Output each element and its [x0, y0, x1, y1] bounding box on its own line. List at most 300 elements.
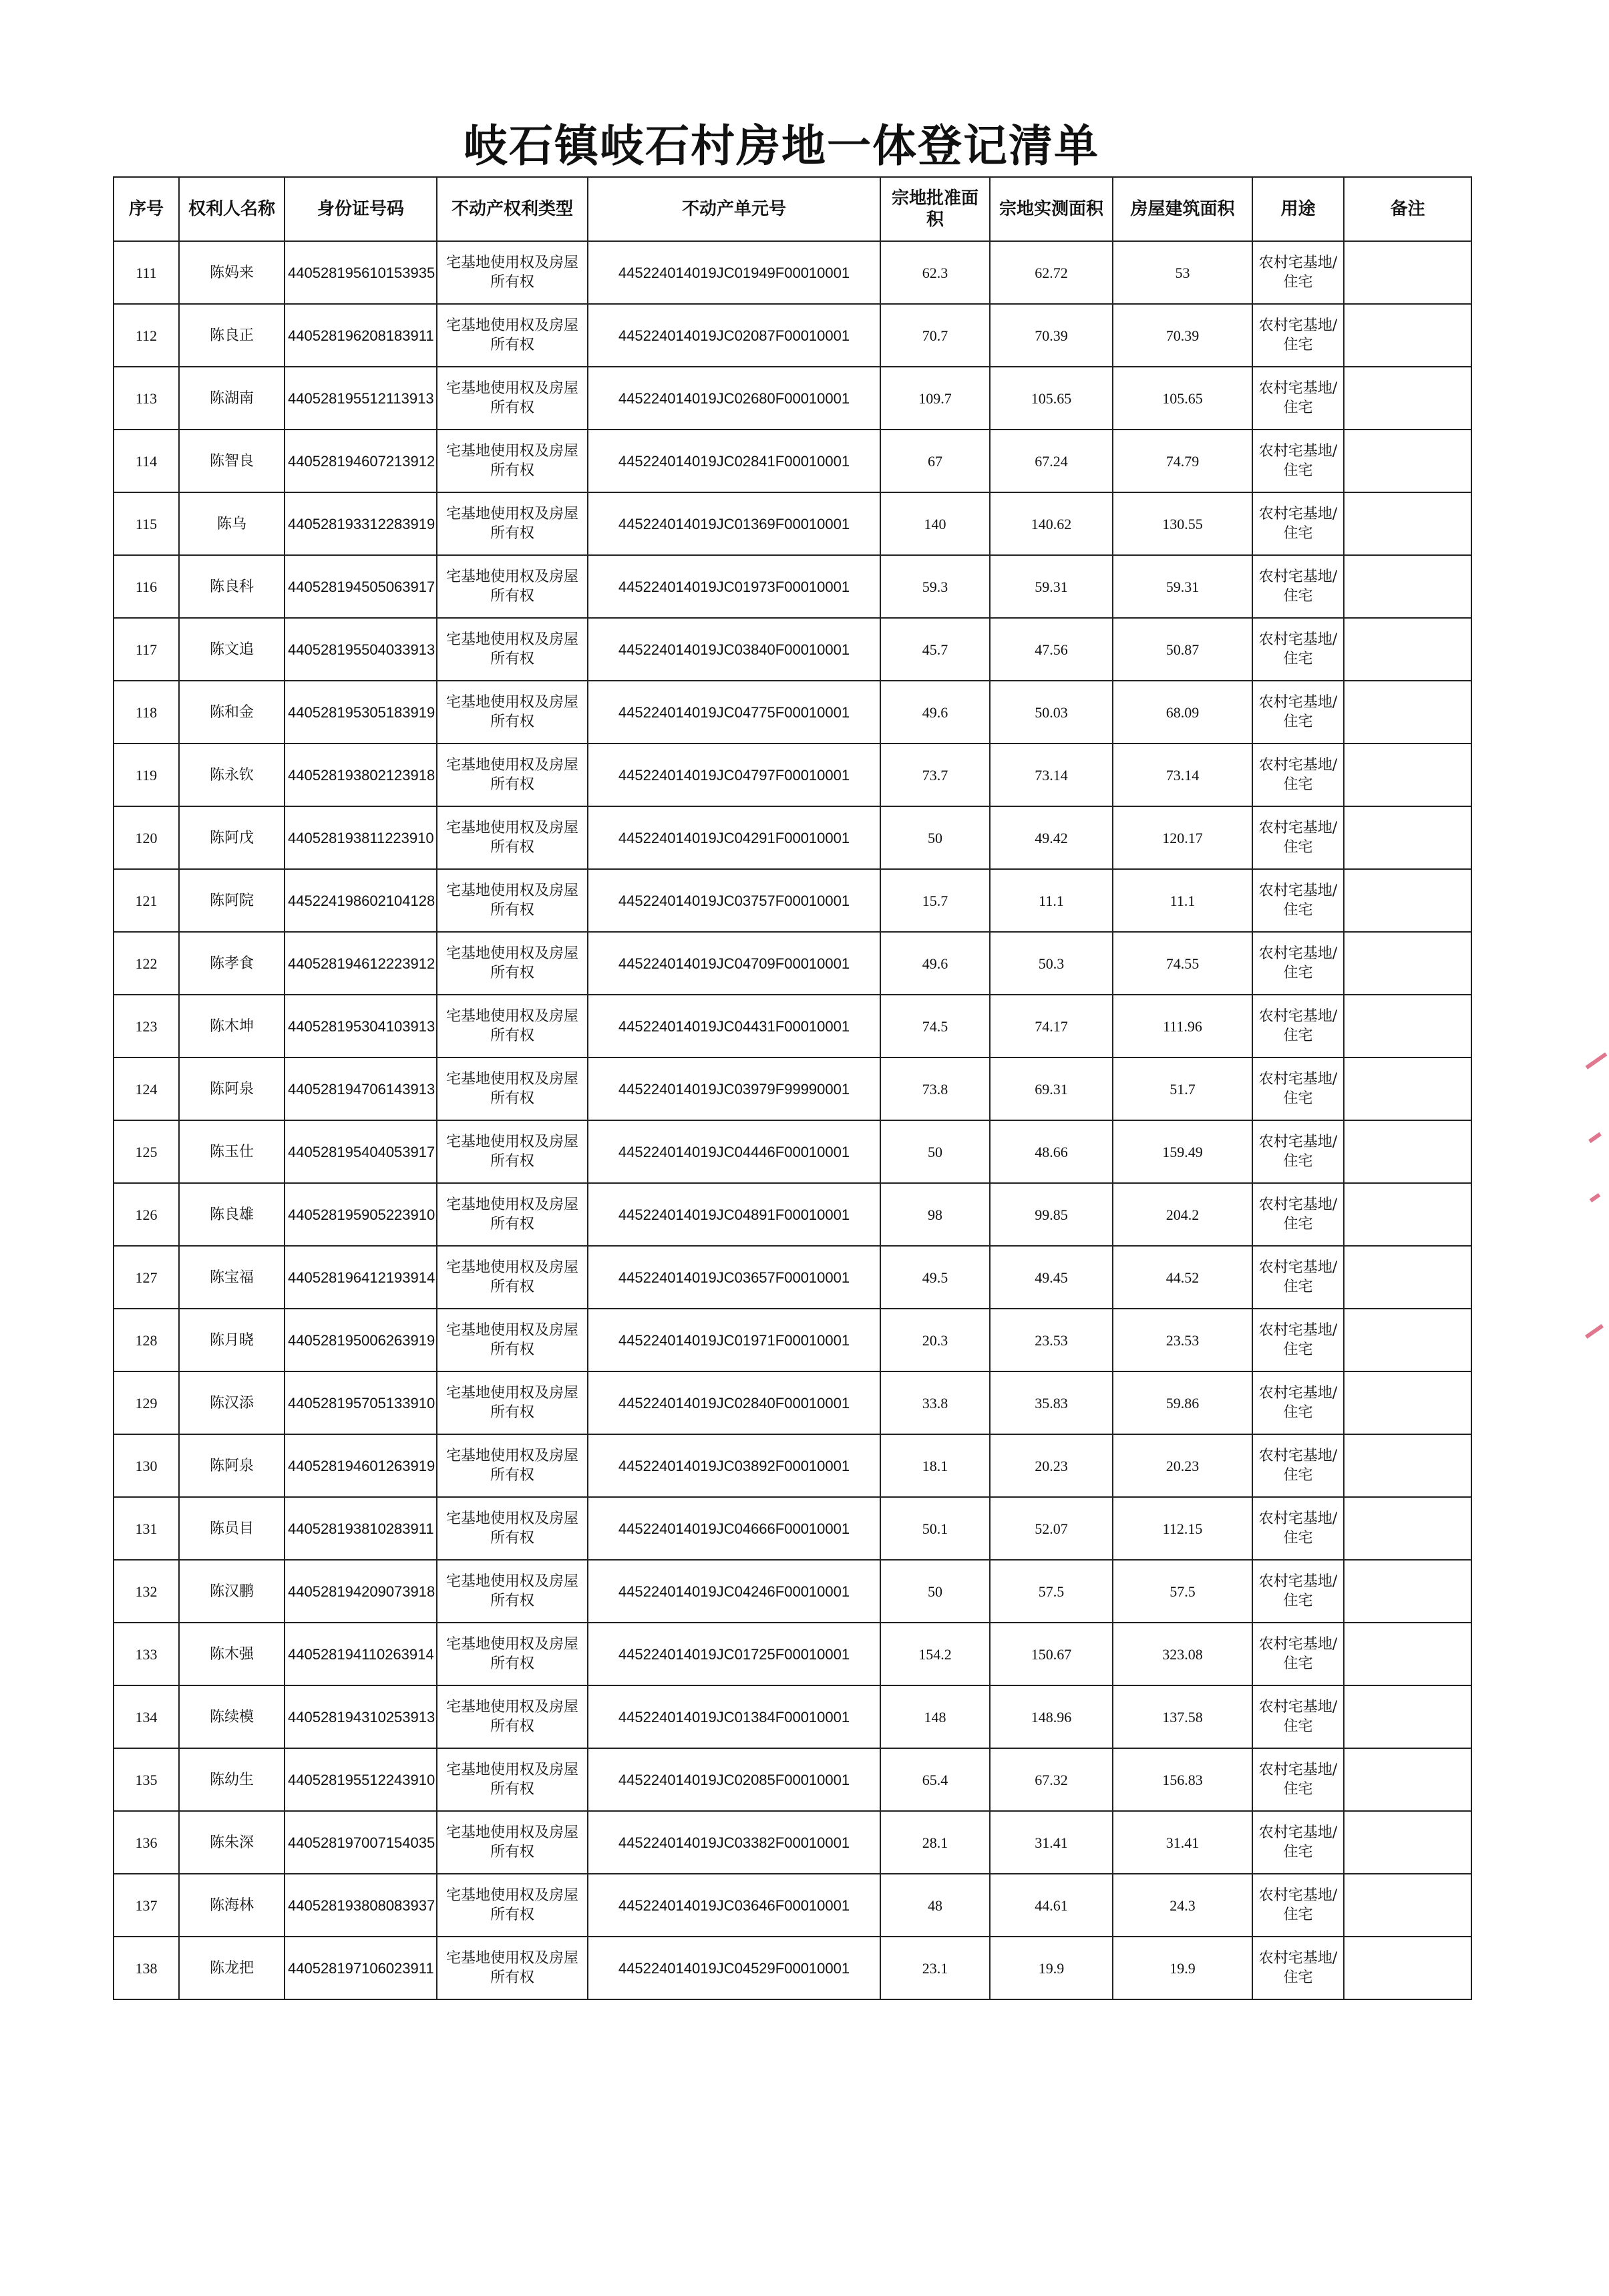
cell-id: 440528193808083937	[285, 1874, 437, 1937]
table-row	[114, 1057, 1471, 1120]
cell-unit: 445224014019JC04666F00010001	[588, 1497, 880, 1560]
cell-building: 73.14	[1113, 744, 1252, 806]
cell-measured: 49.45	[990, 1246, 1113, 1309]
cell-measured: 148.96	[990, 1685, 1113, 1748]
cell-no: 117	[114, 618, 179, 681]
table-row	[114, 1811, 1471, 1874]
cell-no: 127	[114, 1246, 179, 1309]
cell-measured: 44.61	[990, 1874, 1113, 1937]
cell-use: 农村宅基地/住宅	[1252, 869, 1344, 932]
cell-no: 125	[114, 1120, 179, 1183]
cell-id: 440528195006263919	[285, 1309, 437, 1371]
cell-unit: 445224014019JC03757F00010001	[588, 869, 880, 932]
cell-building: 24.3	[1113, 1874, 1252, 1937]
cell-id: 440528195610153935	[285, 241, 437, 304]
cell-name: 陈玉仕	[179, 1120, 285, 1183]
cell-note	[1344, 1560, 1471, 1623]
cell-building: 19.9	[1113, 1937, 1252, 1999]
cell-note	[1344, 304, 1471, 367]
cell-type: 宅基地使用权及房屋所有权	[437, 1685, 588, 1748]
cell-measured: 57.5	[990, 1560, 1113, 1623]
cell-building: 44.52	[1113, 1246, 1252, 1309]
cell-building: 323.08	[1113, 1623, 1252, 1685]
cell-no: 112	[114, 304, 179, 367]
cell-name: 陈良正	[179, 304, 285, 367]
cell-approved: 23.1	[880, 1937, 990, 1999]
cell-approved: 65.4	[880, 1748, 990, 1811]
table-row	[114, 1434, 1471, 1497]
cell-use: 农村宅基地/住宅	[1252, 806, 1344, 869]
cell-use: 农村宅基地/住宅	[1252, 1623, 1344, 1685]
cell-name: 陈文追	[179, 618, 285, 681]
cell-approved: 49.6	[880, 681, 990, 744]
cell-type: 宅基地使用权及房屋所有权	[437, 618, 588, 681]
cell-unit: 445224014019JC04797F00010001	[588, 744, 880, 806]
cell-no: 124	[114, 1057, 179, 1120]
cell-name: 陈木强	[179, 1623, 285, 1685]
cell-note	[1344, 869, 1471, 932]
cell-building: 120.17	[1113, 806, 1252, 869]
cell-name: 陈和金	[179, 681, 285, 744]
cell-measured: 67.24	[990, 430, 1113, 492]
table-row	[114, 1371, 1471, 1434]
cell-name: 陈阿戊	[179, 806, 285, 869]
cell-id: 440528195404053917	[285, 1120, 437, 1183]
cell-use: 农村宅基地/住宅	[1252, 367, 1344, 430]
table-row	[114, 618, 1471, 681]
table-row	[114, 1560, 1471, 1623]
cell-id: 440528197106023911	[285, 1937, 437, 1999]
stamp-mark	[1590, 1193, 1601, 1202]
cell-no: 136	[114, 1811, 179, 1874]
cell-note	[1344, 1183, 1471, 1246]
cell-approved: 67	[880, 430, 990, 492]
cell-id: 440528196412193914	[285, 1246, 437, 1309]
cell-use: 农村宅基地/住宅	[1252, 1497, 1344, 1560]
cell-type: 宅基地使用权及房屋所有权	[437, 304, 588, 367]
cell-approved: 50	[880, 1120, 990, 1183]
cell-note	[1344, 241, 1471, 304]
table-row	[114, 681, 1471, 744]
cell-name: 陈智良	[179, 430, 285, 492]
cell-note	[1344, 932, 1471, 995]
cell-building: 68.09	[1113, 681, 1252, 744]
cell-id: 440528195905223910	[285, 1183, 437, 1246]
cell-unit: 445224014019JC01973F00010001	[588, 555, 880, 618]
cell-name: 陈阿院	[179, 869, 285, 932]
cell-name: 陈阿泉	[179, 1057, 285, 1120]
cell-approved: 28.1	[880, 1811, 990, 1874]
cell-note	[1344, 1120, 1471, 1183]
cell-measured: 70.39	[990, 304, 1113, 367]
cell-type: 宅基地使用权及房屋所有权	[437, 1371, 588, 1434]
cell-unit: 445224014019JC01949F00010001	[588, 241, 880, 304]
cell-type: 宅基地使用权及房屋所有权	[437, 367, 588, 430]
cell-measured: 11.1	[990, 869, 1113, 932]
cell-name: 陈海林	[179, 1874, 285, 1937]
cell-use: 农村宅基地/住宅	[1252, 1309, 1344, 1371]
cell-name: 陈汉添	[179, 1371, 285, 1434]
cell-no: 123	[114, 995, 179, 1057]
cell-no: 137	[114, 1874, 179, 1937]
cell-name: 陈阿泉	[179, 1434, 285, 1497]
page-title: 岐石镇岐石村房地一体登记清单	[464, 120, 1099, 172]
cell-use: 农村宅基地/住宅	[1252, 618, 1344, 681]
cell-type: 宅基地使用权及房屋所有权	[437, 1748, 588, 1811]
cell-use: 农村宅基地/住宅	[1252, 1874, 1344, 1937]
cell-approved: 20.3	[880, 1309, 990, 1371]
cell-no: 132	[114, 1560, 179, 1623]
cell-no: 126	[114, 1183, 179, 1246]
table-row	[114, 869, 1471, 932]
cell-note	[1344, 1057, 1471, 1120]
cell-approved: 59.3	[880, 555, 990, 618]
cell-measured: 19.9	[990, 1937, 1113, 1999]
cell-building: 20.23	[1113, 1434, 1252, 1497]
cell-measured: 49.42	[990, 806, 1113, 869]
cell-unit: 445224014019JC03840F00010001	[588, 618, 880, 681]
cell-approved: 50.1	[880, 1497, 990, 1560]
header-no: 序号	[114, 177, 179, 241]
cell-building: 204.2	[1113, 1183, 1252, 1246]
cell-note	[1344, 1309, 1471, 1371]
cell-name: 陈木坤	[179, 995, 285, 1057]
registration-table	[113, 176, 1472, 2000]
cell-approved: 62.3	[880, 241, 990, 304]
cell-use: 农村宅基地/住宅	[1252, 1937, 1344, 1999]
cell-no: 119	[114, 744, 179, 806]
cell-no: 114	[114, 430, 179, 492]
table-row	[114, 555, 1471, 618]
cell-name: 陈龙把	[179, 1937, 285, 1999]
cell-measured: 74.17	[990, 995, 1113, 1057]
cell-id: 440528194209073918	[285, 1560, 437, 1623]
cell-type: 宅基地使用权及房屋所有权	[437, 1057, 588, 1120]
cell-use: 农村宅基地/住宅	[1252, 932, 1344, 995]
cell-measured: 73.14	[990, 744, 1113, 806]
cell-building: 11.1	[1113, 869, 1252, 932]
cell-id: 440528195305183919	[285, 681, 437, 744]
cell-note	[1344, 1748, 1471, 1811]
cell-note	[1344, 618, 1471, 681]
cell-note	[1344, 1434, 1471, 1497]
header-note: 备注	[1344, 177, 1471, 241]
cell-note	[1344, 555, 1471, 618]
cell-unit: 445224014019JC04246F00010001	[588, 1560, 880, 1623]
cell-building: 57.5	[1113, 1560, 1252, 1623]
cell-note	[1344, 1371, 1471, 1434]
cell-no: 138	[114, 1937, 179, 1999]
cell-unit: 445224014019JC03979F99990001	[588, 1057, 880, 1120]
table-row	[114, 932, 1471, 995]
cell-unit: 445224014019JC02087F00010001	[588, 304, 880, 367]
cell-approved: 109.7	[880, 367, 990, 430]
cell-type: 宅基地使用权及房屋所有权	[437, 681, 588, 744]
cell-type: 宅基地使用权及房屋所有权	[437, 869, 588, 932]
cell-type: 宅基地使用权及房屋所有权	[437, 1309, 588, 1371]
cell-use: 农村宅基地/住宅	[1252, 1748, 1344, 1811]
header-type: 不动产权利类型	[437, 177, 588, 241]
cell-name: 陈月晓	[179, 1309, 285, 1371]
cell-type: 宅基地使用权及房屋所有权	[437, 932, 588, 995]
cell-unit: 445224014019JC01725F00010001	[588, 1623, 880, 1685]
cell-id: 440528193312283919	[285, 492, 437, 555]
cell-use: 农村宅基地/住宅	[1252, 1057, 1344, 1120]
cell-id: 440528194706143913	[285, 1057, 437, 1120]
table-row	[114, 304, 1471, 367]
table-row	[114, 806, 1471, 869]
cell-approved: 49.5	[880, 1246, 990, 1309]
table-row	[114, 1246, 1471, 1309]
cell-use: 农村宅基地/住宅	[1252, 1120, 1344, 1183]
cell-use: 农村宅基地/住宅	[1252, 995, 1344, 1057]
cell-note	[1344, 1497, 1471, 1560]
header-row	[114, 177, 1471, 241]
cell-use: 农村宅基地/住宅	[1252, 1560, 1344, 1623]
cell-name: 陈湖南	[179, 367, 285, 430]
cell-approved: 154.2	[880, 1623, 990, 1685]
cell-unit: 445224014019JC03382F00010001	[588, 1811, 880, 1874]
cell-use: 农村宅基地/住宅	[1252, 492, 1344, 555]
table-row	[114, 1623, 1471, 1685]
cell-note	[1344, 744, 1471, 806]
cell-name: 陈永钦	[179, 744, 285, 806]
header-use: 用途	[1252, 177, 1344, 241]
cell-type: 宅基地使用权及房屋所有权	[437, 555, 588, 618]
cell-type: 宅基地使用权及房屋所有权	[437, 806, 588, 869]
cell-use: 农村宅基地/住宅	[1252, 744, 1344, 806]
cell-note	[1344, 681, 1471, 744]
cell-use: 农村宅基地/住宅	[1252, 1246, 1344, 1309]
header-unit: 不动产单元号	[588, 177, 880, 241]
cell-building: 137.58	[1113, 1685, 1252, 1748]
cell-name: 陈幼生	[179, 1748, 285, 1811]
cell-no: 131	[114, 1497, 179, 1560]
cell-unit: 445224014019JC03646F00010001	[588, 1874, 880, 1937]
cell-type: 宅基地使用权及房屋所有权	[437, 1183, 588, 1246]
cell-unit: 445224014019JC01384F00010001	[588, 1685, 880, 1748]
cell-id: 440528195512243910	[285, 1748, 437, 1811]
cell-use: 农村宅基地/住宅	[1252, 304, 1344, 367]
table-row	[114, 1120, 1471, 1183]
cell-no: 118	[114, 681, 179, 744]
table-body	[114, 241, 1471, 1999]
cell-building: 51.7	[1113, 1057, 1252, 1120]
cell-approved: 48	[880, 1874, 990, 1937]
cell-name: 陈良科	[179, 555, 285, 618]
cell-id: 440528195705133910	[285, 1371, 437, 1434]
cell-name: 陈续模	[179, 1685, 285, 1748]
cell-note	[1344, 1685, 1471, 1748]
cell-note	[1344, 1937, 1471, 1999]
header-approved: 宗地批准面积	[880, 177, 990, 241]
cell-name: 陈汉鹏	[179, 1560, 285, 1623]
cell-measured: 47.56	[990, 618, 1113, 681]
stamp-mark	[1588, 1132, 1602, 1143]
cell-id: 440528193802123918	[285, 744, 437, 806]
cell-use: 农村宅基地/住宅	[1252, 555, 1344, 618]
cell-measured: 69.31	[990, 1057, 1113, 1120]
cell-unit: 445224014019JC04446F00010001	[588, 1120, 880, 1183]
cell-no: 116	[114, 555, 179, 618]
cell-measured: 150.67	[990, 1623, 1113, 1685]
cell-building: 74.55	[1113, 932, 1252, 995]
cell-id: 440528194601263919	[285, 1434, 437, 1497]
header-measured: 宗地实测面积	[990, 177, 1113, 241]
table-row	[114, 1685, 1471, 1748]
cell-id: 440528194505063917	[285, 555, 437, 618]
cell-note	[1344, 1246, 1471, 1309]
table-row	[114, 241, 1471, 304]
cell-approved: 50	[880, 806, 990, 869]
cell-building: 74.79	[1113, 430, 1252, 492]
cell-approved: 148	[880, 1685, 990, 1748]
cell-no: 113	[114, 367, 179, 430]
cell-type: 宅基地使用权及房屋所有权	[437, 1560, 588, 1623]
cell-name: 陈宝福	[179, 1246, 285, 1309]
cell-measured: 59.31	[990, 555, 1113, 618]
cell-building: 59.86	[1113, 1371, 1252, 1434]
cell-approved: 140	[880, 492, 990, 555]
cell-measured: 50.03	[990, 681, 1113, 744]
cell-note	[1344, 995, 1471, 1057]
cell-no: 128	[114, 1309, 179, 1371]
cell-type: 宅基地使用权及房屋所有权	[437, 1874, 588, 1937]
table-row	[114, 995, 1471, 1057]
cell-no: 115	[114, 492, 179, 555]
cell-note	[1344, 806, 1471, 869]
cell-note	[1344, 1623, 1471, 1685]
cell-no: 133	[114, 1623, 179, 1685]
table-row	[114, 1309, 1471, 1371]
cell-use: 农村宅基地/住宅	[1252, 1811, 1344, 1874]
cell-type: 宅基地使用权及房屋所有权	[437, 1497, 588, 1560]
cell-unit: 445224014019JC03892F00010001	[588, 1434, 880, 1497]
cell-unit: 445224014019JC02680F00010001	[588, 367, 880, 430]
cell-type: 宅基地使用权及房屋所有权	[437, 1811, 588, 1874]
cell-unit: 445224014019JC04291F00010001	[588, 806, 880, 869]
table-row	[114, 1183, 1471, 1246]
cell-note	[1344, 1874, 1471, 1937]
cell-id: 440528194612223912	[285, 932, 437, 995]
cell-building: 156.83	[1113, 1748, 1252, 1811]
cell-unit: 445224014019JC01971F00010001	[588, 1309, 880, 1371]
cell-measured: 140.62	[990, 492, 1113, 555]
cell-approved: 73.8	[880, 1057, 990, 1120]
cell-use: 农村宅基地/住宅	[1252, 241, 1344, 304]
cell-id: 440528193811223910	[285, 806, 437, 869]
cell-approved: 33.8	[880, 1371, 990, 1434]
cell-id: 440528194110263914	[285, 1623, 437, 1685]
cell-unit: 445224014019JC02085F00010001	[588, 1748, 880, 1811]
cell-name: 陈孝食	[179, 932, 285, 995]
cell-note	[1344, 492, 1471, 555]
cell-building: 50.87	[1113, 618, 1252, 681]
cell-measured: 23.53	[990, 1309, 1113, 1371]
cell-name: 陈妈来	[179, 241, 285, 304]
cell-unit: 445224014019JC04891F00010001	[588, 1183, 880, 1246]
cell-no: 122	[114, 932, 179, 995]
header-building: 房屋建筑面积	[1113, 177, 1252, 241]
cell-unit: 445224014019JC02841F00010001	[588, 430, 880, 492]
cell-unit: 445224014019JC04775F00010001	[588, 681, 880, 744]
cell-measured: 35.83	[990, 1371, 1113, 1434]
cell-building: 59.31	[1113, 555, 1252, 618]
cell-id: 440528194607213912	[285, 430, 437, 492]
cell-id: 440528193810283911	[285, 1497, 437, 1560]
stamp-mark	[1585, 1324, 1604, 1339]
cell-measured: 31.41	[990, 1811, 1113, 1874]
cell-unit: 445224014019JC01369F00010001	[588, 492, 880, 555]
cell-type: 宅基地使用权及房屋所有权	[437, 1623, 588, 1685]
cell-unit: 445224014019JC04431F00010001	[588, 995, 880, 1057]
table-row	[114, 1874, 1471, 1937]
table-row	[114, 492, 1471, 555]
cell-approved: 74.5	[880, 995, 990, 1057]
cell-approved: 70.7	[880, 304, 990, 367]
cell-type: 宅基地使用权及房屋所有权	[437, 1434, 588, 1497]
cell-type: 宅基地使用权及房屋所有权	[437, 1246, 588, 1309]
cell-type: 宅基地使用权及房屋所有权	[437, 744, 588, 806]
cell-id: 440528194310253913	[285, 1685, 437, 1748]
cell-building: 31.41	[1113, 1811, 1252, 1874]
cell-measured: 99.85	[990, 1183, 1113, 1246]
cell-measured: 67.32	[990, 1748, 1113, 1811]
cell-building: 70.39	[1113, 304, 1252, 367]
cell-approved: 73.7	[880, 744, 990, 806]
cell-unit: 445224014019JC04529F00010001	[588, 1937, 880, 1999]
cell-id: 445224198602104128	[285, 869, 437, 932]
cell-no: 129	[114, 1371, 179, 1434]
cell-id: 440528197007154035	[285, 1811, 437, 1874]
cell-type: 宅基地使用权及房屋所有权	[437, 492, 588, 555]
cell-id: 440528195504033913	[285, 618, 437, 681]
table-row	[114, 1937, 1471, 1999]
cell-measured: 105.65	[990, 367, 1113, 430]
cell-approved: 18.1	[880, 1434, 990, 1497]
cell-approved: 49.6	[880, 932, 990, 995]
cell-approved: 98	[880, 1183, 990, 1246]
cell-building: 53	[1113, 241, 1252, 304]
cell-building: 23.53	[1113, 1309, 1252, 1371]
cell-use: 农村宅基地/住宅	[1252, 1685, 1344, 1748]
cell-use: 农村宅基地/住宅	[1252, 430, 1344, 492]
cell-building: 111.96	[1113, 995, 1252, 1057]
table-row	[114, 744, 1471, 806]
cell-note	[1344, 1811, 1471, 1874]
cell-building: 112.15	[1113, 1497, 1252, 1560]
cell-name: 陈乌	[179, 492, 285, 555]
cell-no: 135	[114, 1748, 179, 1811]
cell-use: 农村宅基地/住宅	[1252, 681, 1344, 744]
cell-note	[1344, 367, 1471, 430]
cell-type: 宅基地使用权及房屋所有权	[437, 1937, 588, 1999]
cell-name: 陈良雄	[179, 1183, 285, 1246]
table-row	[114, 367, 1471, 430]
header-name: 权利人名称	[179, 177, 285, 241]
cell-no: 111	[114, 241, 179, 304]
cell-id: 440528196208183911	[285, 304, 437, 367]
cell-type: 宅基地使用权及房屋所有权	[437, 430, 588, 492]
cell-building: 159.49	[1113, 1120, 1252, 1183]
cell-id: 440528195304103913	[285, 995, 437, 1057]
cell-measured: 50.3	[990, 932, 1113, 995]
cell-no: 121	[114, 869, 179, 932]
cell-no: 120	[114, 806, 179, 869]
cell-measured: 20.23	[990, 1434, 1113, 1497]
cell-name: 陈朱深	[179, 1811, 285, 1874]
cell-approved: 50	[880, 1560, 990, 1623]
